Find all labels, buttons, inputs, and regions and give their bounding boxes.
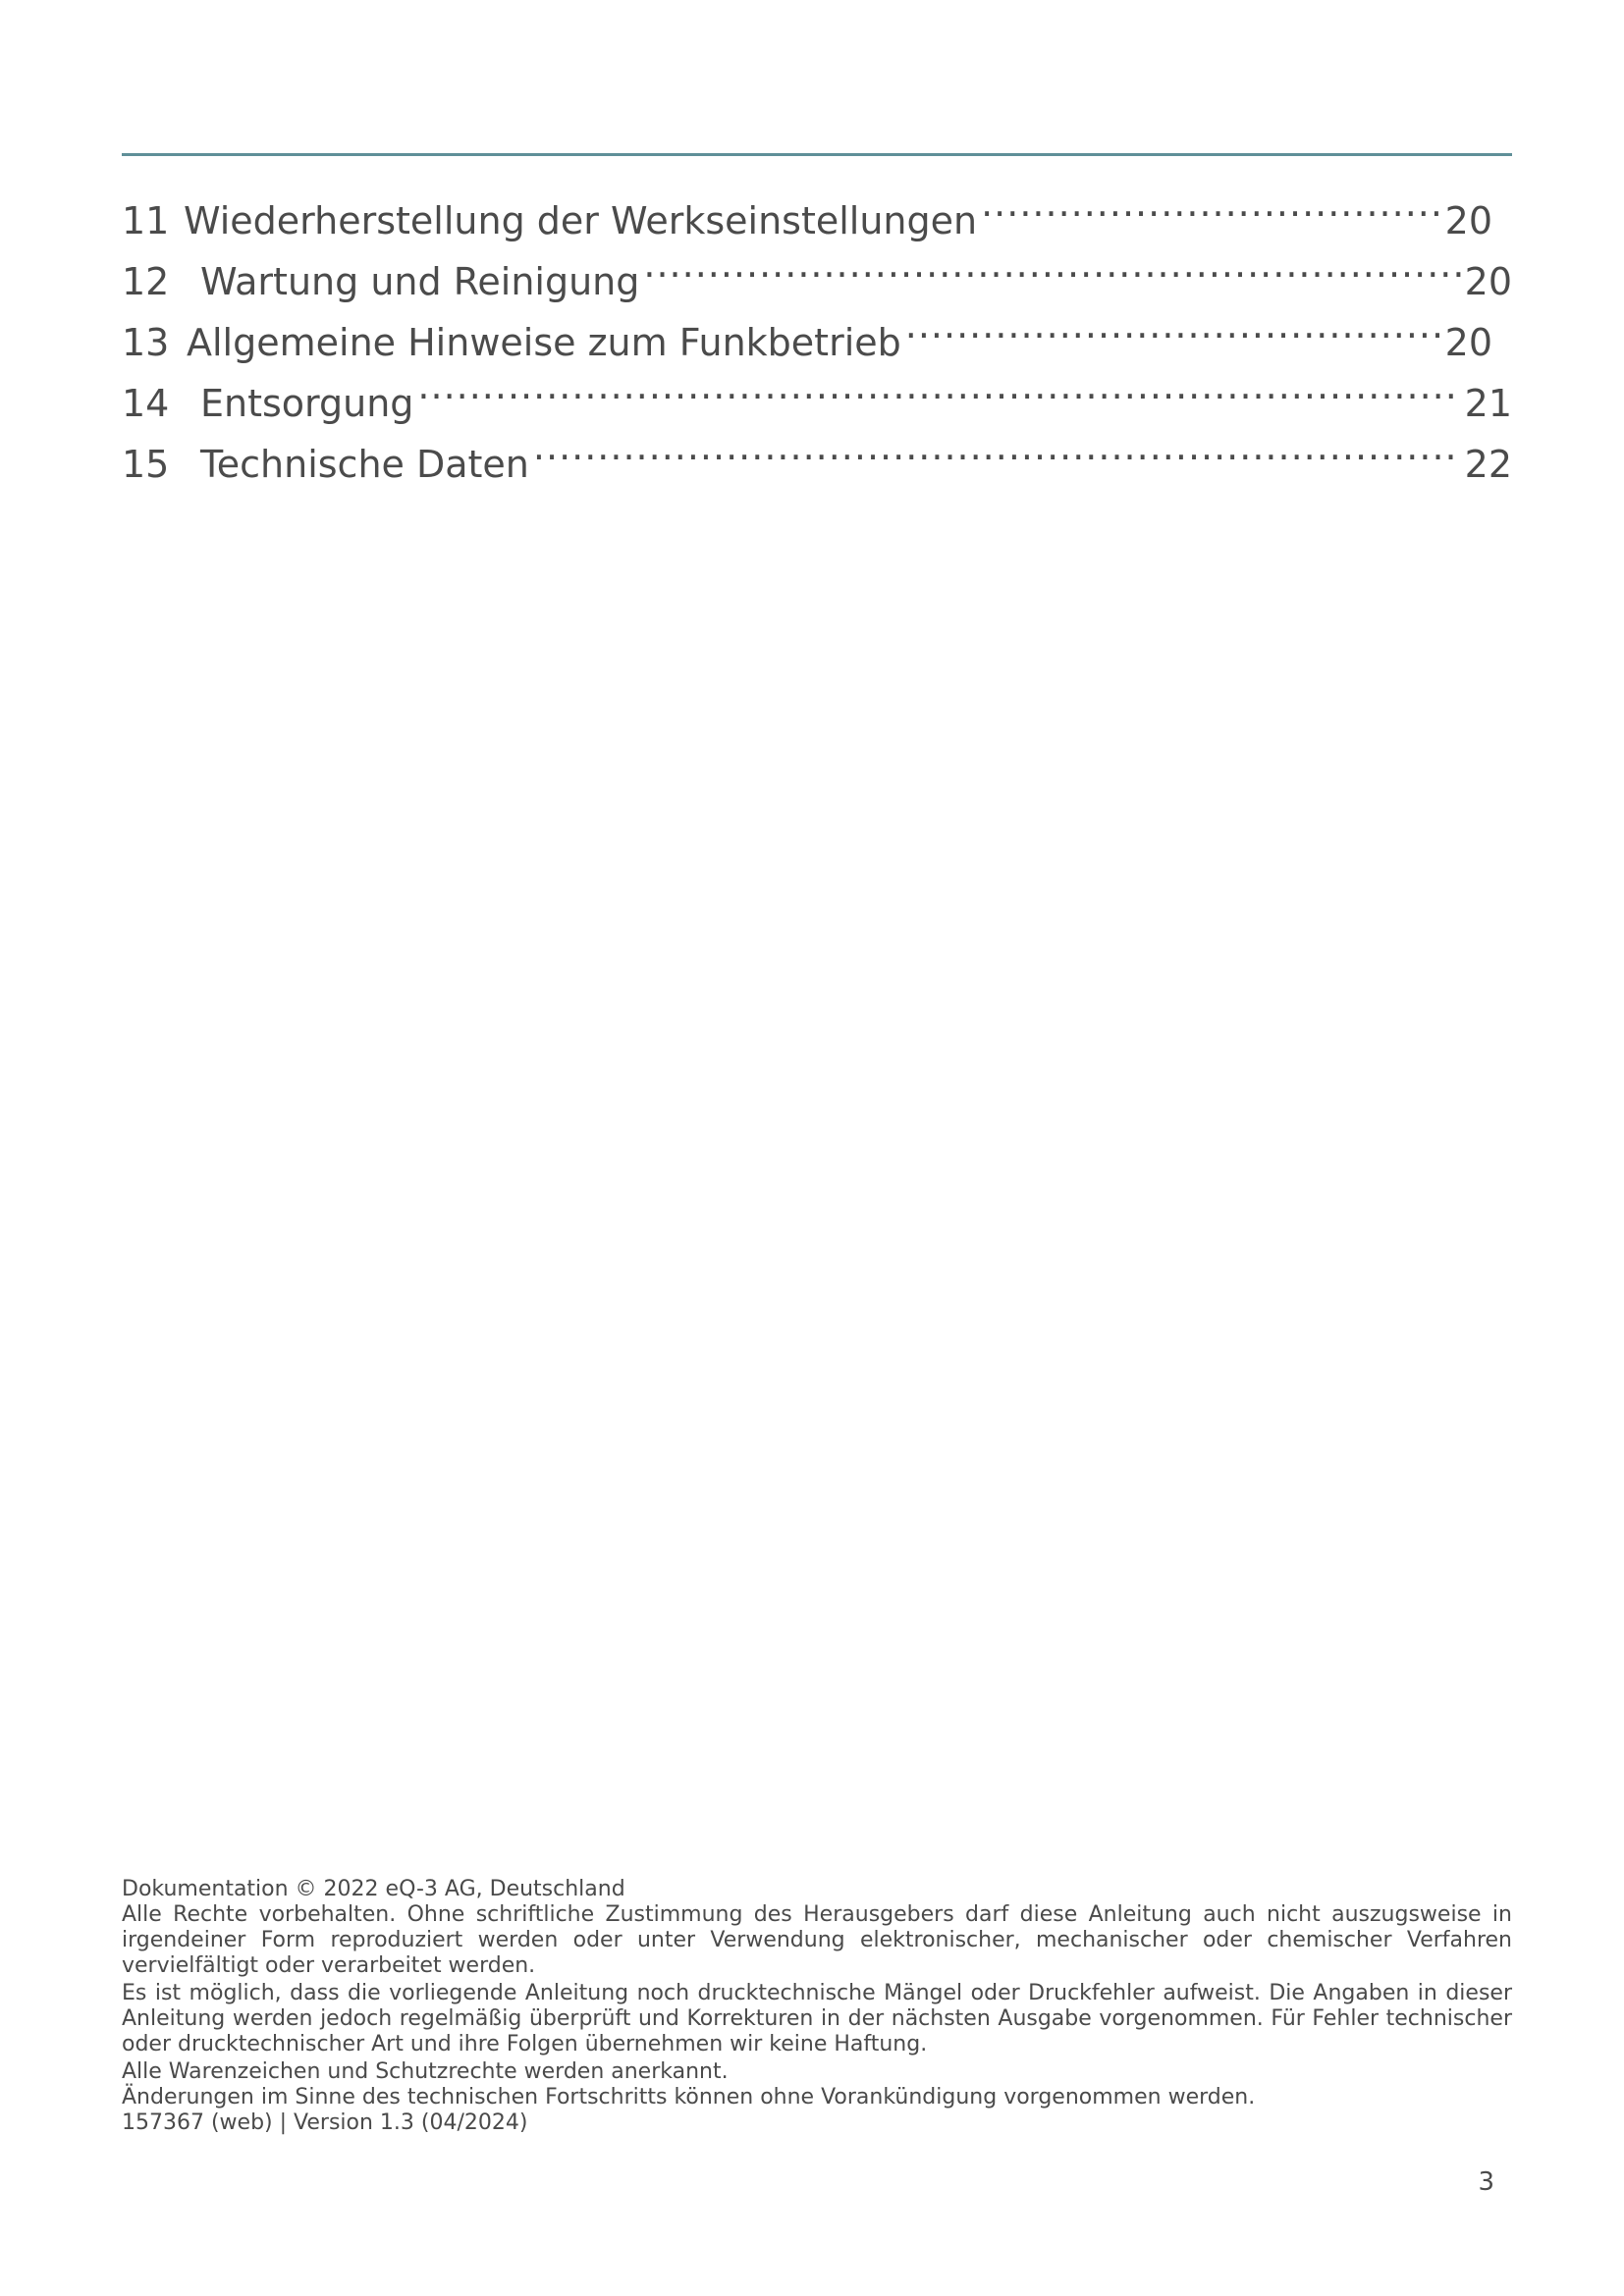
toc-entry[interactable]	[122, 173, 1512, 242]
toc-entry-page: 20	[1444, 199, 1492, 242]
imprint-trademarks: Alle Warenzeichen und Schutzrechte werden anerkannt.	[122, 2059, 729, 2084]
imprint-errors: Es ist möglich, dass die vorliegende Anleitung noch drucktechnische Mängel oder Druckfehler aufweist. Die Angaben in dieser Anleitung werden jedoch regelmäßig überprüft und Korrekturen in der nächsten Ausgabe vorgenommen. Für Fehler technischer oder drucktechnischer Art und ihre Folgen übernehmen wir keine Haftung.	[122, 1981, 1512, 2056]
toc-entry-page: 20	[1464, 260, 1512, 303]
toc-entry-number: 13	[122, 321, 170, 364]
toc-entry-number: 14	[122, 382, 170, 425]
toc-entry-title: Entsorgung	[200, 382, 414, 425]
page-number: 3	[1478, 2167, 1494, 2197]
imprint-version: 157367 (web) | Version 1.3 (04/2024)	[122, 2110, 528, 2135]
toc-entry-title: Wiederherstellung der Werkseinstellungen	[184, 199, 978, 242]
imprint-changes: Änderungen im Sinne des technischen Fortschritts können ohne Vorankündigung vorgenommen werden.	[122, 2085, 1256, 2109]
toc-entry-leader	[643, 234, 1460, 294]
toc-entry-number: 15	[122, 443, 170, 486]
toc-entry-page: 21	[1464, 382, 1512, 425]
toc-entry-number: 12	[122, 260, 170, 303]
toc-entry-title: Allgemeine Hinweise zum Funkbetrieb	[187, 321, 901, 364]
toc-entry-page: 22	[1464, 443, 1512, 486]
toc-entry-number: 11	[122, 199, 170, 242]
toc-entry-leader	[905, 294, 1441, 355]
imprint-rights: Alle Rechte vorbehalten. Ohne schriftliche Zustimmung des Herausgebers darf diese Anleitung auch nicht auszugsweise in irgendeiner Form reproduziert werden oder unter Verwendung elektronischer, mechanischer oder chemischer Verfahren vervielfältigt oder verarbeitet werden.	[122, 1902, 1512, 1978]
toc-entry-leader	[533, 416, 1461, 477]
toc-entry-title: Wartung und Reinigung	[200, 260, 640, 303]
header-rule	[122, 153, 1512, 156]
toc-entry-leader	[417, 355, 1460, 416]
imprint-copyright: Dokumentation © 2022 eQ-3 AG, Deutschland	[122, 1877, 625, 1901]
table-of-contents	[122, 173, 1512, 486]
toc-entry-page: 20	[1444, 321, 1492, 364]
toc-entry-leader	[981, 173, 1441, 234]
toc-entry-title: Technische Daten	[200, 443, 529, 486]
imprint	[122, 1877, 1512, 2136]
